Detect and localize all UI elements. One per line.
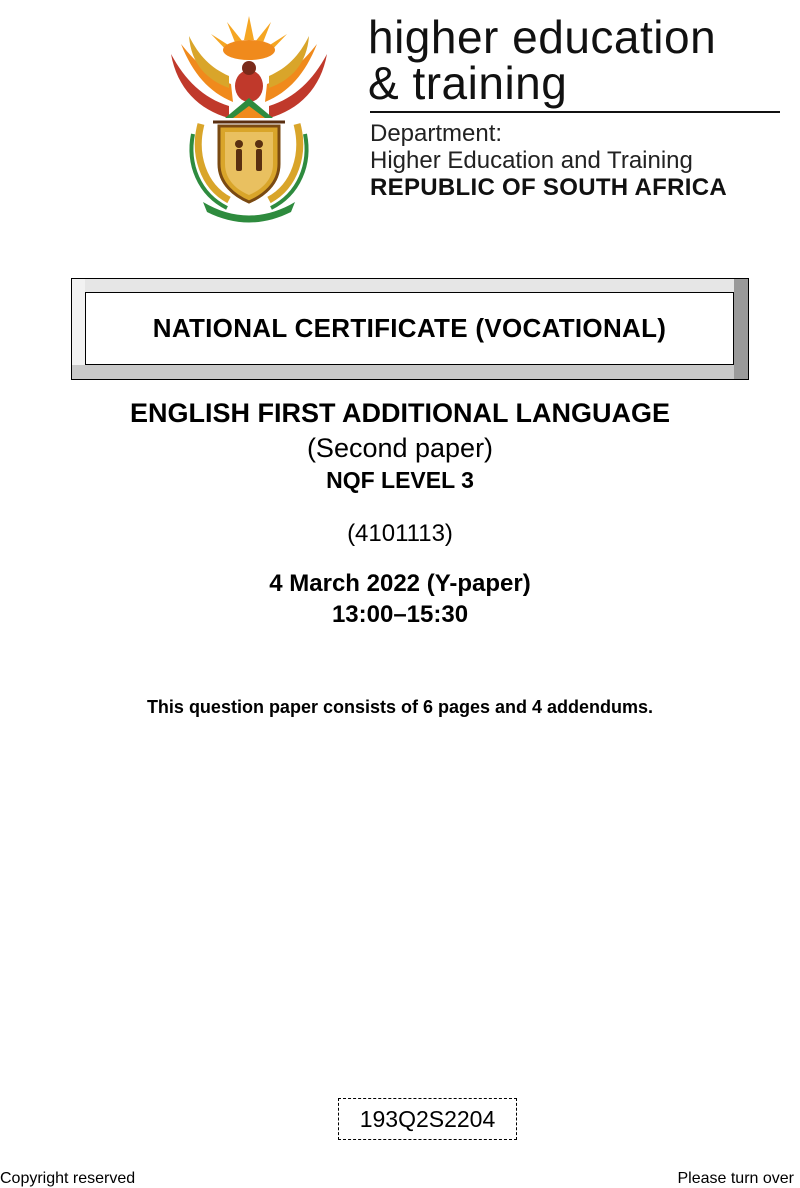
- subject-code: (4101113): [347, 520, 453, 547]
- title-frame: [71, 278, 749, 380]
- country-name: REPUBLIC OF SOUTH AFRICA: [370, 174, 727, 201]
- department-name: Higher Education and Training: [370, 147, 693, 174]
- exam-time: 13:00–15:30: [331, 601, 469, 628]
- brand-divider: [370, 111, 780, 113]
- page-count-note: This question paper consists of 6 pages and 4 addendums.: [146, 697, 654, 717]
- brand-line-1: higher education: [368, 11, 717, 63]
- certificate-title: NATIONAL CERTIFICATE (VOCATIONAL): [85, 292, 734, 365]
- nqf-level: NQF LEVEL 3: [326, 467, 474, 493]
- paper-code: 193Q2S2204: [359, 1105, 496, 1132]
- brand-line-2: & training: [368, 57, 568, 109]
- exam-date: 4 March 2022 (Y-paper): [269, 570, 531, 597]
- subject-title: ENGLISH FIRST ADDITIONAL LANGUAGE: [130, 398, 670, 428]
- footer-turn-over: Please turn over: [677, 1170, 794, 1187]
- footer-copyright: Copyright reserved: [0, 1170, 136, 1187]
- paper-code-box: [338, 1098, 517, 1140]
- department-label: Department:: [370, 120, 503, 147]
- paper-number: (Second paper): [306, 433, 494, 463]
- coat-of-arms-icon: [163, 14, 335, 224]
